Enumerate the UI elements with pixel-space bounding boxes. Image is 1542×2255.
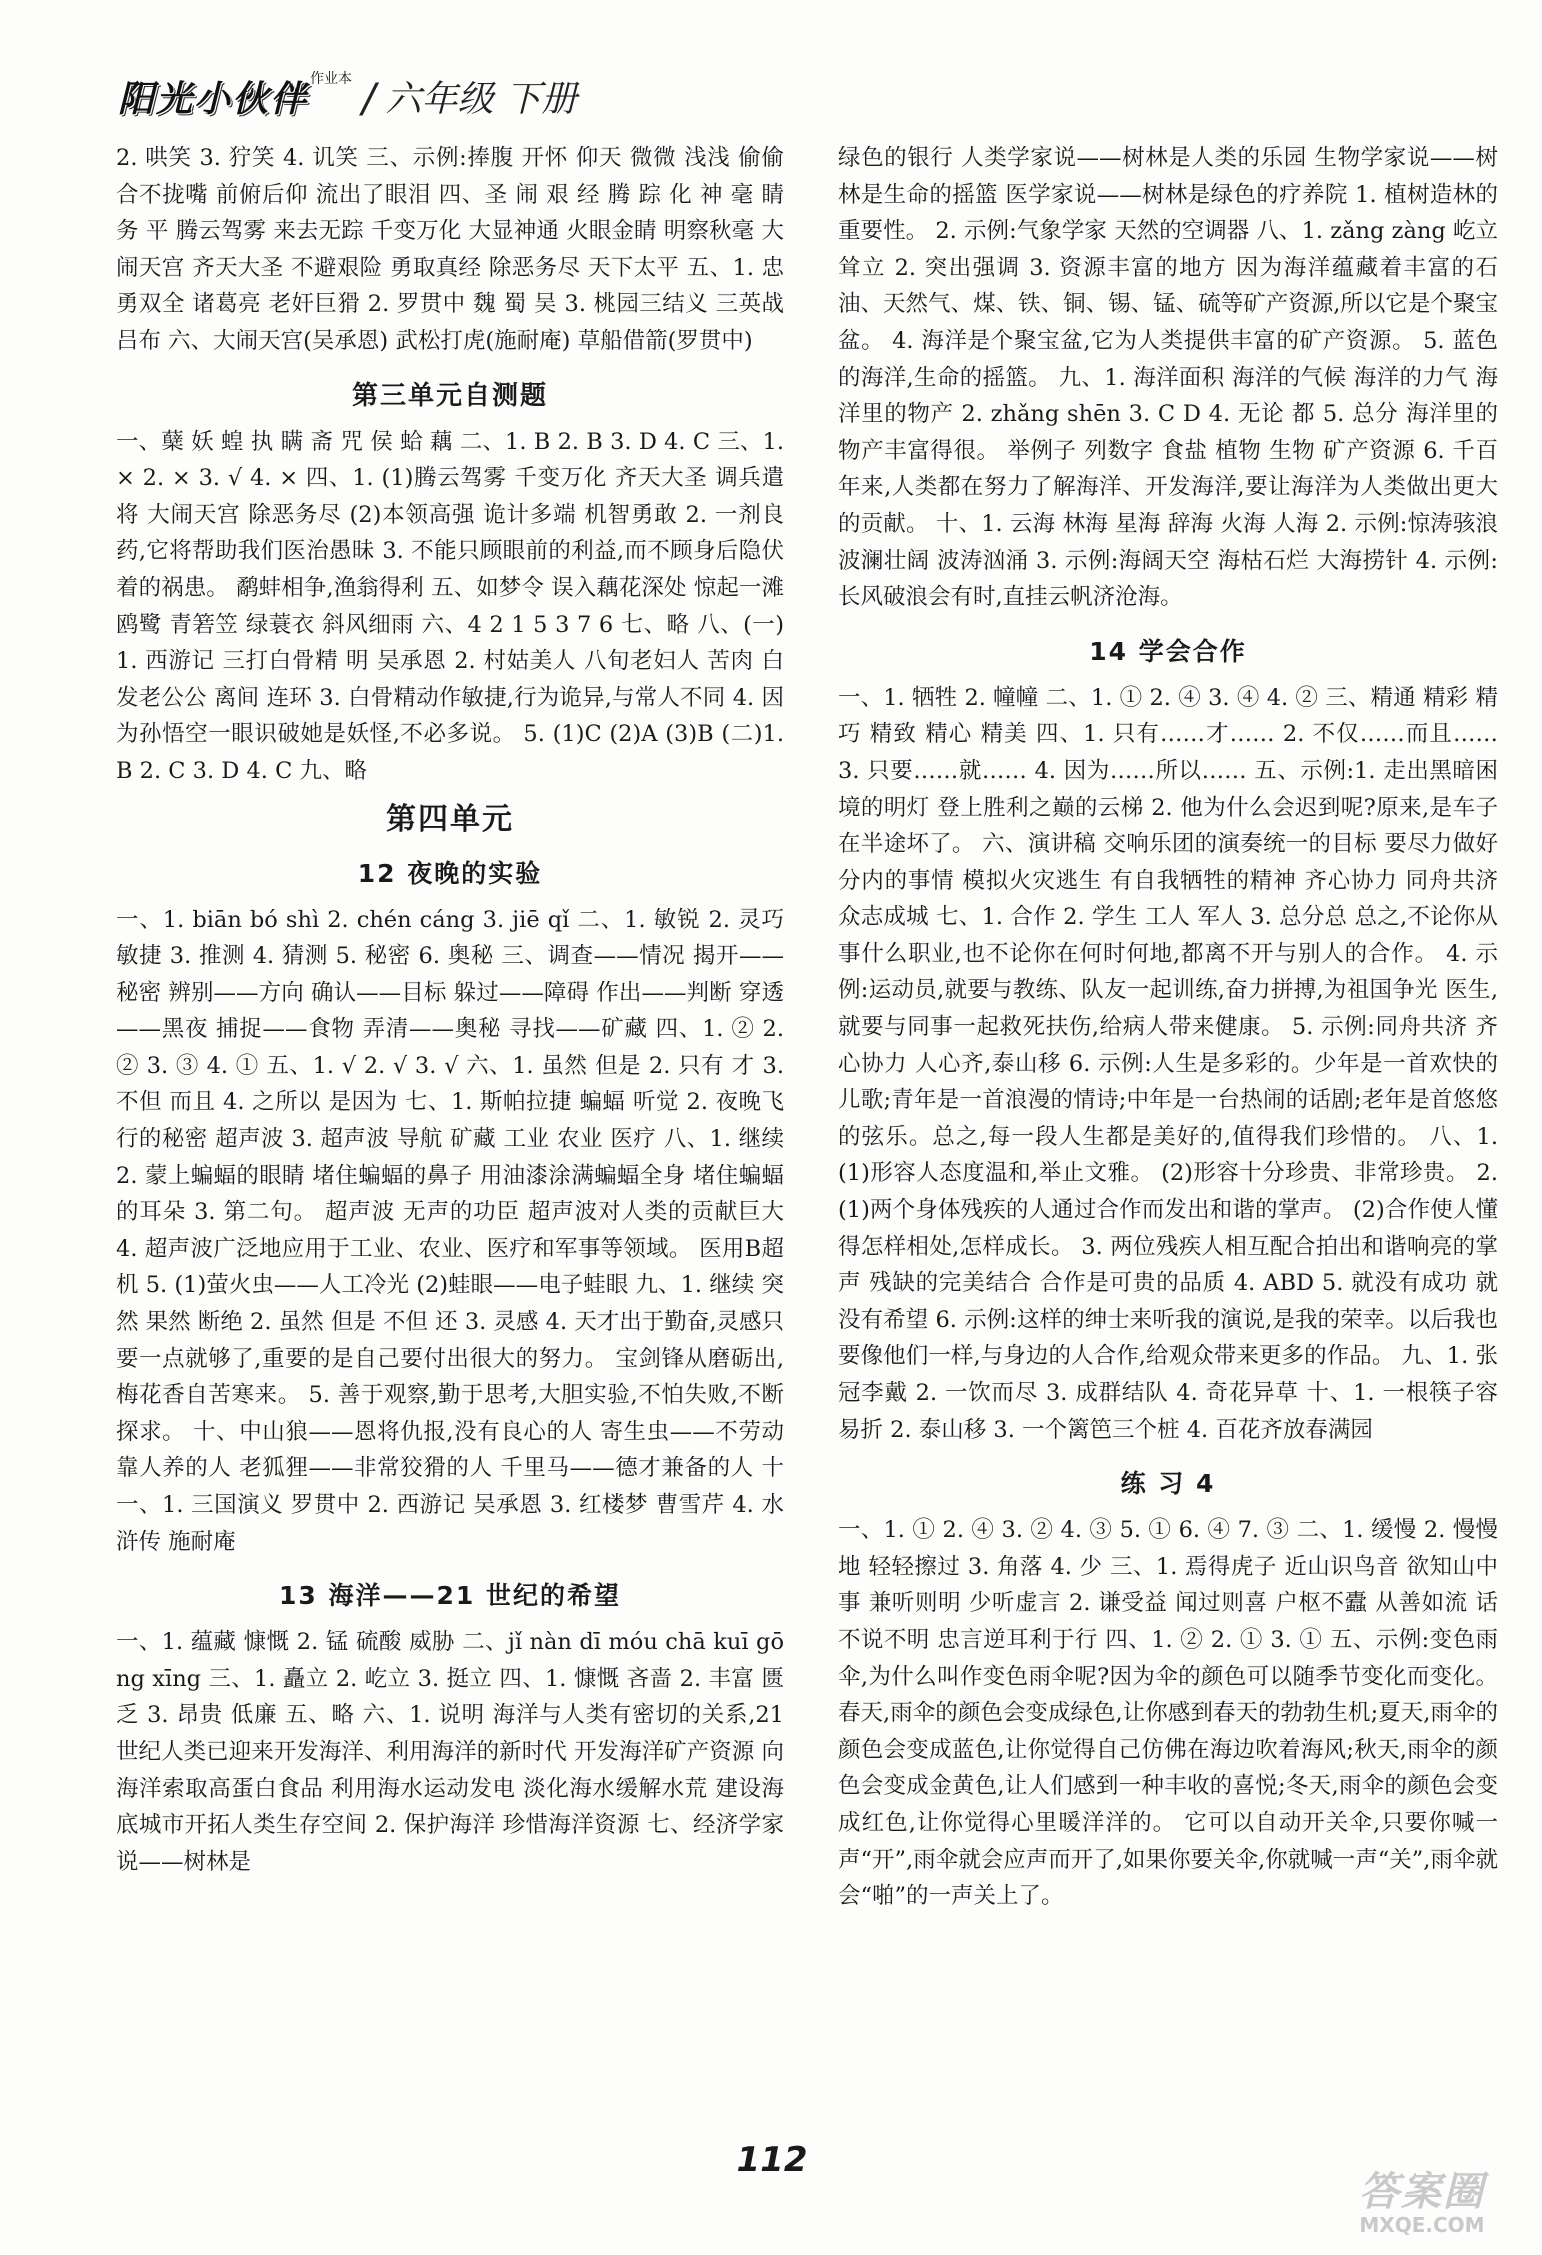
answer-paragraph: 一、1. ① 2. ④ 3. ② 4. ③ 5. ① 6. ④ 7. ③ 二、1. 缓慢 2. 慢慢地 轻轻擦过 3. 角落 4. 少 三、1. 焉得虎子 近山识鸟音 欲知山中事 兼听则明 少听虚言 2. 谦受益 闻过则喜 户枢不蠹 从善如流 话不说不明 忠言逆耳利于行 四、1. ② 2. ① 3. ① 五、示例:变色雨伞,为什么叫作变色雨伞呢?因为伞的颜色可以随季节变化而变化。春天,雨伞的颜色会变成绿色,让你感到春天的勃勃生机;夏天,雨伞的颜色会变成蓝色,让你觉得自己仿佛在海边吹着海风;秋天,雨伞的颜色会变成金黄色,让人们感到一种丰收的喜悦;冬天,雨伞的颜色会变成红色,让你觉得心里暖洋洋的。 它可以自动开关伞,只要你喊一声“开”,雨伞就会应声而开了,如果你要关伞,你就喊一声“关”,雨伞就会“啪”的一声关上了。 <box>838 1517 1498 1910</box>
watermark-url: MXQE.COM <box>1359 2213 1485 2237</box>
page-header <box>118 62 577 122</box>
section-heading: 第四单元 <box>386 801 514 837</box>
section-heading: 第三单元自测题 <box>351 380 548 411</box>
page-number: 112 <box>736 2140 808 2180</box>
brand-logo: 阳光小伙伴 <box>118 79 309 120</box>
answer-paragraph: 2. 哄笑 3. 狞笑 4. 讥笑 三、示例:捧腹 开怀 仰天 微微 浅浅 偷偷 合不拢嘴 前俯后仰 流出了眼泪 四、圣 闹 艰 经 腾 踪 化 神 毫 睛 务 平 腾云驾雾 来去无踪 千变万化 大显神通 火眼金睛 明察秋毫 大闹天宫 齐天大圣 不避艰险 勇取真经 除恶务尽 天下太平 五、1. 忠勇双全 诸葛亮 老奸巨猾 2. 罗贯中 魏 蜀 吴 3. 桃园三结义 三英战吕布 六、大闹天宫(吴承恩) 武松打虎(施耐庵) 草船借箭(罗贯中) <box>116 145 784 354</box>
left-answer-column <box>116 140 784 1880</box>
answer-paragraph: 绿色的银行 人类学家说——树林是人类的乐园 生物学家说——树林是生命的摇篮 医学家说——树林是绿色的疗养院 1. 植树造林的重要性。 2. 示例:气象学家 天然的空调器 八、1. zǎng zàng 屹立 耸立 2. 突出强调 3. 资源丰富的地方 因为海洋蕴藏着丰富的石油、天然气、煤、铁、铜、锡、锰、硫等矿产资源,所以它是个聚宝盆。 4. 海洋是个聚宝盆,它为人类提供丰富的矿产资源。 5. 蓝色的海洋,生命的摇篮。 九、1. 海洋面积 海洋的气候 海洋的力气 海洋里的物产 2. zhǎng shēn 3. C D 4. 无论 都 5. 总分 海洋里的物产丰富得很。 举例子 列数字 食盐 植物 生物 矿产资源 6. 千百年来,人类都在努力了解海洋、开发海洋,要让海洋为人类做出更大的贡献。 十、1. 云海 林海 星海 辞海 火海 人海 2. 示例:惊涛骇浪 波澜壮阔 波涛汹涌 3. 示例:海阔天空 海枯石烂 大海捞针 4. 示例:长风破浪会有时,直挂云帆济沧海。 <box>838 145 1498 611</box>
watermark-title: 答案圈 <box>1359 2169 1485 2215</box>
right-answer-column <box>838 140 1498 1915</box>
answer-paragraph: 一、蘖 妖 蝗 执 瞒 斋 咒 侯 蛤 藕 二、1. B 2. B 3. D 4. C 三、1. × 2. × 3. √ 4. × 四、1. (1)腾云驾雾 千变万化 齐天大圣 调兵遣将 大闹天宫 除恶务尽 (2)本领高强 诡计多端 机智勇敢 2. 一剂良药,它将帮助我们医治愚昧 3. 不能只顾眼前的利益,而不顾身后隐伏着的祸患。 鹬蚌相争,渔翁得利 五、如梦令 误入藕花深处 惊起一滩鸥鹭 青箬笠 绿蓑衣 斜风细雨 六、4 2 1 5 3 7 6 七、略 八、(一)1. 西游记 三打白骨精 明 吴承恩 2. 村姑美人 八旬老妇人 苦肉 白发老公公 离间 连环 3. 白骨精动作敏捷,行为诡异,与常人不同 4. 因为孙悟空一眼识破她是妖怪,不必多说。 5. (1)C (2)A (3)B (二)1. B 2. C 3. D 4. C 九、略 <box>116 428 784 784</box>
section-heading: 14 学会合作 <box>1089 636 1247 666</box>
answer-paragraph: 一、1. 蕴藏 慷慨 2. 锰 硫酸 威胁 二、jǐ nàn dī móu chā kuī gōng xīng 三、1. 矗立 2. 屹立 3. 挺立 四、1. 慷慨 吝啬 2. 丰富 匮乏 3. 昂贵 低廉 五、略 六、1. 说明 海洋与人类有密切的关系,21 世纪人类已迎来开发海洋、利用海洋的新时代 开发海洋矿产资源 向海洋索取高蛋白食品 利用海水运动发电 淡化海水缓解水荒 建设海底城市开拓人类生存空间 2. 保护海洋 珍惜海洋资源 七、经济学家说——树林是 <box>116 1629 784 1875</box>
section-heading: 12 夜晚的实验 <box>357 858 543 888</box>
grade-label: 六年级 下册 <box>385 79 577 120</box>
brand-subtitle: 作业本 <box>310 71 353 87</box>
section-heading: 13 海洋——21 世纪的希望 <box>279 1581 621 1611</box>
answer-paragraph: 一、1. 牺牲 2. 幢幢 二、1. ① 2. ④ 3. ④ 4. ② 三、精通 精彩 精巧 精致 精心 精美 四、1. 只有……才…… 2. 不仅……而且…… 3. 只要……就…… 4. 因为……所以…… 五、示例:1. 走出黑暗困境的明灯 登上胜利之巅的云梯 2. 他为什么会迟到呢?原来,是车子在半途坏了。 六、演讲稿 交响乐团的演奏统一的目标 要尽力做好分内的事情 模拟火灾逃生 有自我牺牲的精神 齐心协力 同舟共济 众志成城 七、1. 合作 2. 学生 工人 军人 3. 总分总 总之,不论你从事什么职业,也不论你在何时何地,都离不开与别人的合作。 4. 示例:运动员,就要与教练、队友一起训练,奋力拼搏,为祖国争光 医生,就要与同事一起救死扶伤,给病人带来健康。 5. 示例:同舟共济 齐心协力 人心齐,泰山移 6. 示例:人生是多彩的。少年是一首欢快的儿歌;青年是一首浪漫的情诗;中年是一台热闹的话剧;老年是首悠悠的弦乐。总之,每一段人生都是美好的,值得我们珍惜的。 八、1. (1)形容人态度温和,举止文雅。 (2)形容十分珍贵、非常珍贵。 2. (1)两个身体残疾的人通过合作而发出和谐的掌声。 (2)合作使人懂得怎样相处,怎样成长。 3. 两位残疾人相互配合拍出和谐响亮的掌声 残缺的完美结合 合作是可贵的品质 4. ABD 5. 就没有成功 就没有希望 6. 示例:这样的绅士来听我的演说,是我的荣幸。以后我也要像他们一样,与身边的人合作,给观众带来更多的作品。 九、1. 张冠李戴 2. 一饮而尽 3. 成群结队 4. 奇花异草 十、1. 一根筷子容易折 2. 泰山移 3. 一个篱笆三个桩 4. 百花齐放春满园 <box>838 684 1498 1443</box>
watermark-logo <box>1342 2170 1502 2240</box>
header-separator: / <box>362 76 376 122</box>
answer-paragraph: 一、1. biān bó shì 2. chén cáng 3. jiē qǐ 二、1. 敏锐 2. 灵巧 敏捷 3. 推测 4. 猜测 5. 秘密 6. 奥秘 三、调查——情况 揭开——秘密 辨别——方向 确认——目标 躲过——障碍 作出——判断 穿透——黑夜 捕捉——食物 弄清——奥秘 寻找——矿藏 四、1. ② 2. ② 3. ③ 4. ① 五、1. √ 2. √ 3. √ 六、1. 虽然 但是 2. 只有 才 3. 不但 而且 4. 之所以 是因为 七、1. 斯帕拉捷 蝙蝠 听觉 2. 夜晚飞行的秘密 超声波 3. 超声波 导航 矿藏 工业 农业 医疗 八、1. 继续 2. 蒙上蝙蝠的眼睛 堵住蝙蝠的鼻子 用油漆涂满蝙蝠全身 堵住蝙蝠的耳朵 3. 第二句。 超声波 无声的功臣 超声波对人类的贡献巨大 4. 超声波广泛地应用于工业、农业、医疗和军事等领域。 医用B超机 5. (1)萤火虫——人工冷光 (2)蛙眼——电子蛙眼 九、1. 继续 突然 果然 断绝 2. 虽然 但是 不但 还 3. 灵感 4. 天才出于勤奋,灵感只要一点就够了,重要的是自己要付出很大的努力。 宝剑锋从磨砺出,梅花香自苦寒来。 5. 善于观察,勤于思考,大胆实验,不怕失败,不断探求。 十、中山狼——恩将仇报,没有良心的人 寄生虫——不劳动靠人养的人 老狐狸——非常狡猾的人 千里马——德才兼备的人 十一、1. 三国演义 罗贯中 2. 西游记 吴承恩 3. 红楼梦 曹雪芹 4. 水浒传 施耐庵 <box>116 906 784 1555</box>
section-heading: 练 习 4 <box>1120 1469 1216 1499</box>
